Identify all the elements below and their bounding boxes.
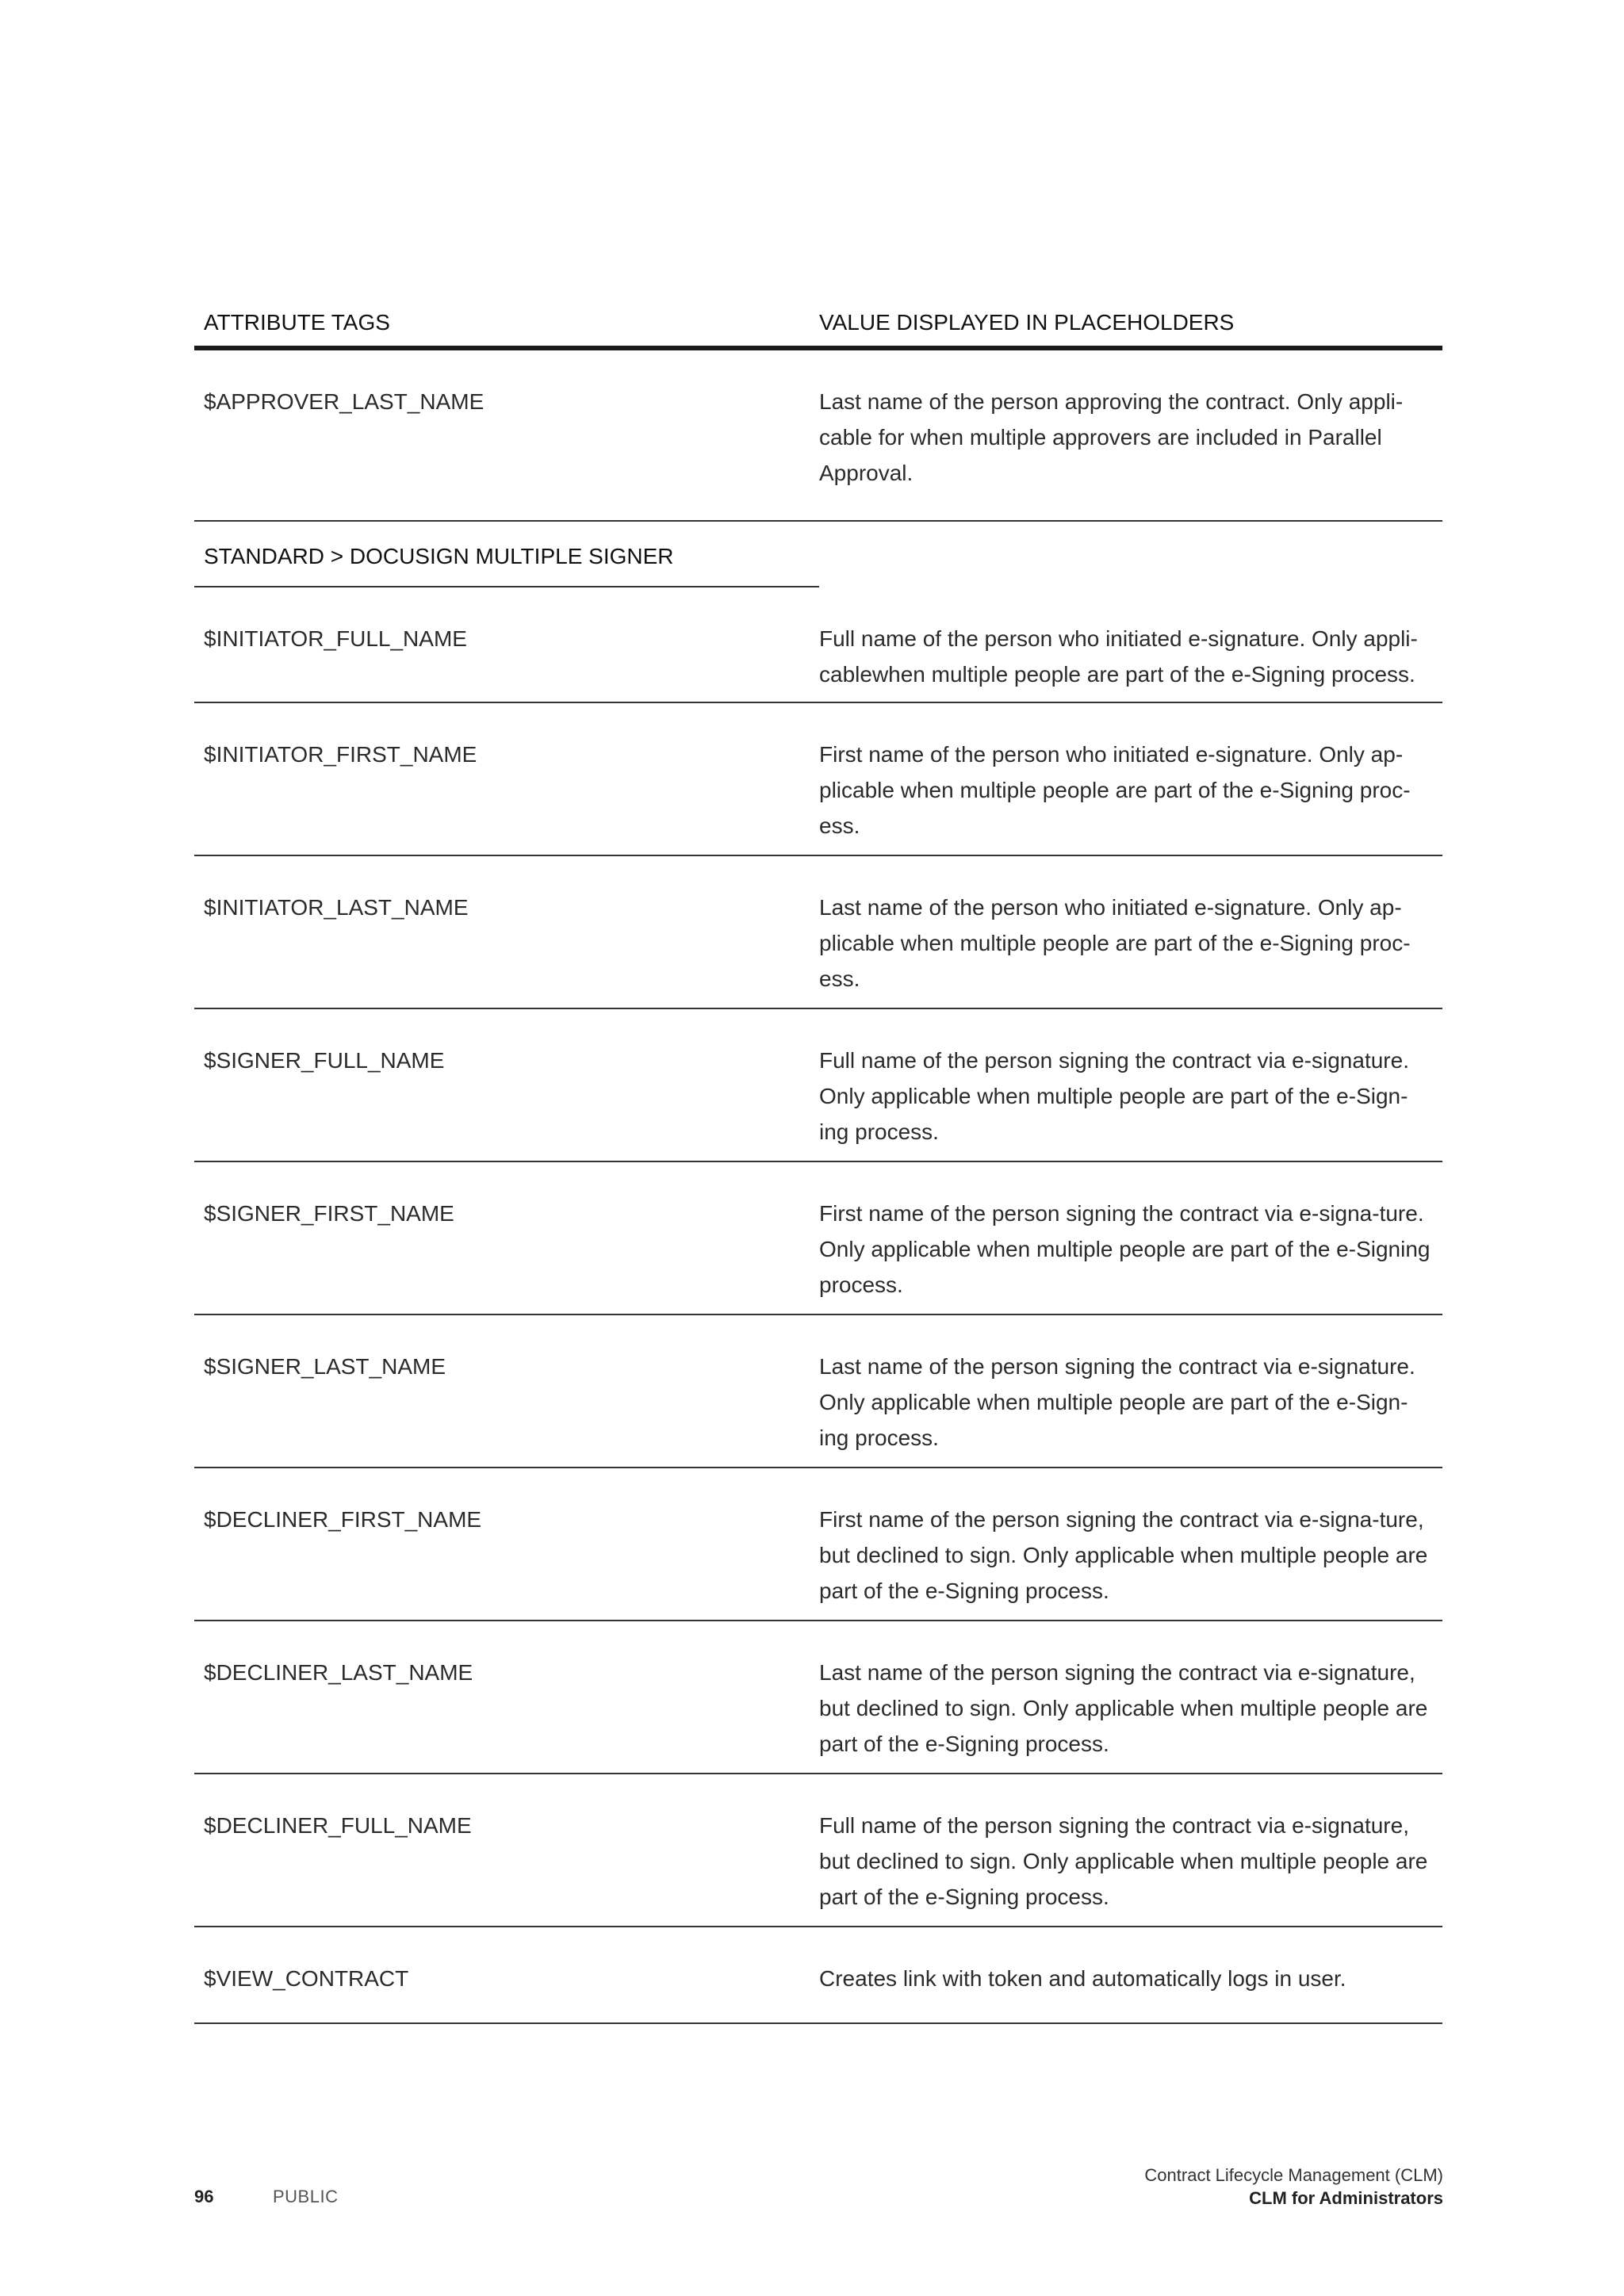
table-row — [194, 1009, 1442, 1162]
table-row — [194, 587, 1442, 703]
attribute-description: First name of the person signing the contract via e-signa-ture, but declined to sign. Only applicable when multiple people are part of the e-Signing process. — [819, 1507, 1428, 1603]
page-number: 96 — [194, 2187, 214, 2206]
table-row — [194, 1927, 1442, 2024]
attribute-tag: $INITIATOR_FULL_NAME — [204, 626, 467, 651]
table-row — [194, 350, 1442, 522]
section-row — [194, 522, 1442, 587]
footer-doc-title: Contract Lifecycle Management (CLM) — [1144, 2165, 1443, 2185]
attribute-tag: $DECLINER_LAST_NAME — [204, 1660, 473, 1685]
footer-doc-subtitle: CLM for Administrators — [1249, 2188, 1443, 2208]
table-row — [194, 1315, 1442, 1468]
attribute-description: First name of the person signing the contract via e-signa-ture. Only applicable when multiple people are part of the e-Signing process. — [819, 1201, 1431, 1297]
table-row — [194, 1468, 1442, 1621]
attribute-description: Last name of the person approving the contract. Only appli-cable for when multiple approvers are included in Parallel Approval. — [819, 389, 1404, 485]
table-row — [194, 1621, 1442, 1774]
attribute-description: Full name of the person signing the contract via e-signature. Only applicable when multiple people are part of the e-Sign-ing process. — [819, 1048, 1409, 1144]
classification-label: PUBLIC — [273, 2187, 339, 2206]
attribute-tag: $DECLINER_FIRST_NAME — [204, 1507, 482, 1532]
table-row — [194, 856, 1442, 1009]
attribute-description: Last name of the person signing the contract via e-signature, but declined to sign. Only applicable when multiple people are part of the e-Signing process. — [819, 1660, 1428, 1756]
attribute-description: Full name of the person signing the contract via e-signature, but declined to sign. Only applicable when multiple people are part of the e-Signing process. — [819, 1813, 1428, 1909]
attribute-tag: $SIGNER_LAST_NAME — [204, 1354, 446, 1379]
attribute-description: Creates link with token and automatically logs in user. — [819, 1966, 1346, 1991]
attribute-tag: $INITIATOR_FIRST_NAME — [204, 742, 477, 767]
header-value-displayed: VALUE DISPLAYED IN PLACEHOLDERS — [819, 310, 1235, 335]
footer-doc-info — [1144, 2164, 1443, 2210]
attribute-tags-table — [194, 304, 1442, 2024]
attribute-description: First name of the person who initiated e-signature. Only ap-plicable when multiple people are part of the e-Signing proc-ess. — [819, 742, 1411, 838]
section-label: STANDARD > DOCUSIGN MULTIPLE SIGNER — [194, 522, 819, 587]
attribute-tag: $VIEW_CONTRACT — [204, 1966, 409, 1991]
attribute-tag: $SIGNER_FIRST_NAME — [204, 1201, 454, 1226]
attribute-description: Last name of the person who initiated e-signature. Only ap-plicable when multiple people are part of the e-Signing proc-ess. — [819, 895, 1411, 991]
header-attribute-tags: ATTRIBUTE TAGS — [204, 310, 390, 335]
attribute-description: Full name of the person who initiated e-signature. Only appli-cablewhen multiple people are part of the e-Signing process. — [819, 626, 1418, 687]
attribute-tag: $SIGNER_FULL_NAME — [204, 1048, 445, 1073]
table-row — [194, 703, 1442, 856]
attribute-description: Last name of the person signing the contract via e-signature. Only applicable when multiple people are part of the e-Sign-ing process. — [819, 1354, 1415, 1450]
table-row — [194, 1162, 1442, 1315]
table-row — [194, 1774, 1442, 1927]
attribute-tag: $DECLINER_FULL_NAME — [204, 1813, 472, 1838]
table-header — [194, 304, 1442, 350]
attribute-tag: $APPROVER_LAST_NAME — [204, 389, 485, 414]
attribute-tag: $INITIATOR_LAST_NAME — [204, 895, 469, 920]
